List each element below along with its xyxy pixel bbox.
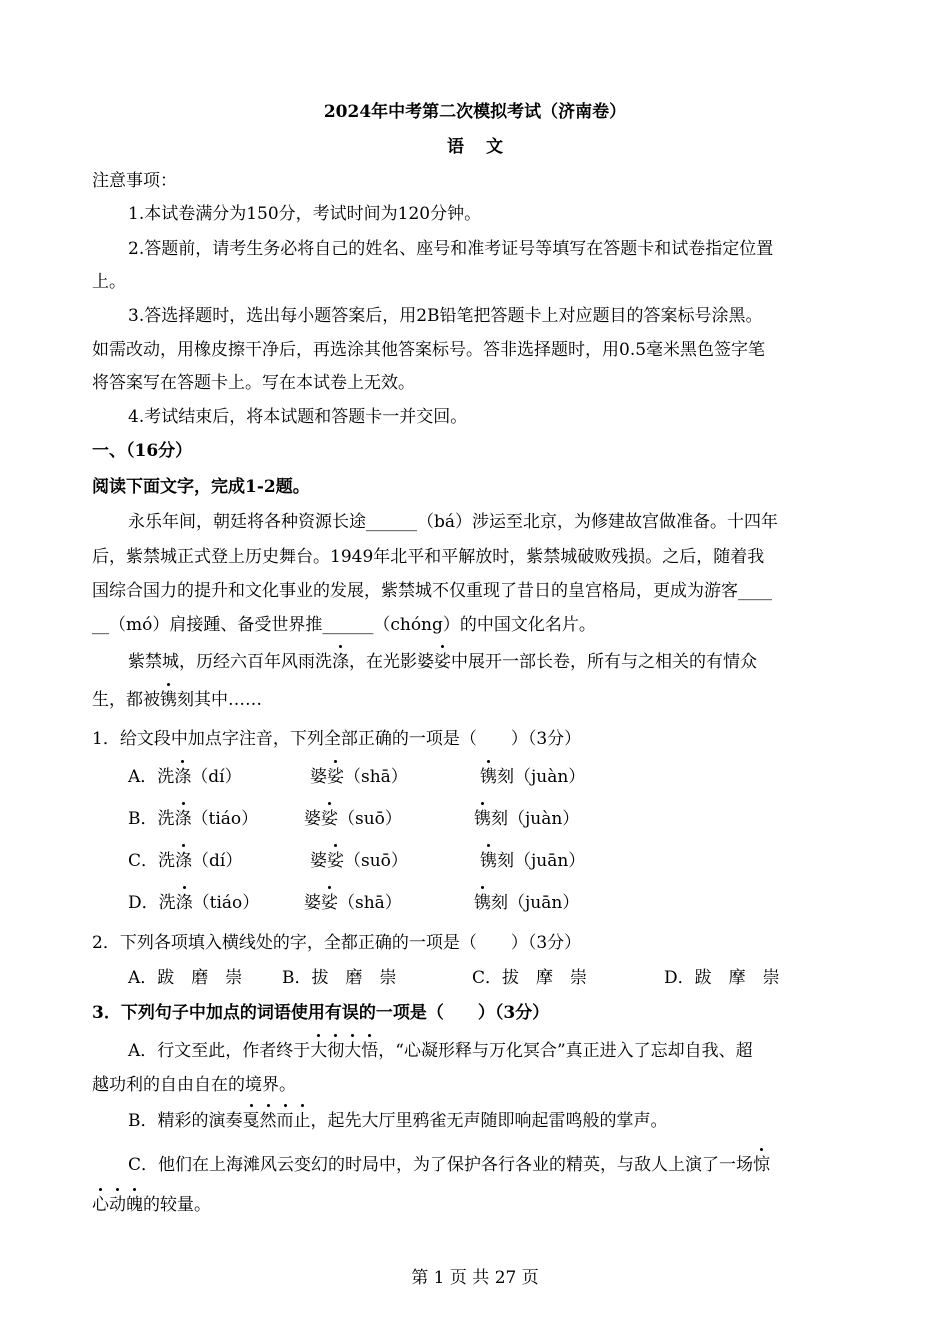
emphasis-char: 涤 [175, 893, 193, 913]
option-word: 刻 [491, 809, 508, 829]
option-pinyin: （dí） [191, 767, 242, 787]
emphasis-char: 大 [310, 1041, 328, 1061]
passage-p2-line-1 [128, 650, 757, 674]
emphasis-char: 涤 [332, 652, 349, 672]
page-footer: 第 1 页 共 27 页 [411, 1268, 539, 1288]
emphasis-char: 然 [259, 1111, 277, 1131]
emphasis-char: 动 [109, 1195, 126, 1215]
option-pinyin: （juàn） [514, 767, 586, 787]
emphasis-char: 镌 [474, 809, 491, 829]
subject-char-2: 文 [486, 137, 503, 157]
emphasis-char: 娑 [327, 767, 344, 787]
passage-p1-line-3: 国综合国力的提升和文化事业的发展，紫禁城不仅重现了昔日的皇宫格局，更成为游客____ [92, 581, 772, 601]
option-word: 刻 [491, 893, 508, 913]
emphasis-char: 涤 [174, 767, 192, 787]
option-word: 洗 [158, 851, 176, 871]
emphasis-char: 大 [344, 1041, 362, 1061]
q3-option-b[interactable] [128, 1109, 668, 1133]
emphasis-char: 心 [92, 1195, 109, 1215]
notice-item-3-line-3: 将答案写在答题卡上。写在本试卷上无效。 [92, 373, 415, 393]
emphasis-char: 魄 [126, 1195, 143, 1215]
notice-item-1: 1.本试卷满分为150分，考试时间为120分钟。 [128, 204, 482, 224]
option-word: 婆 [304, 893, 321, 913]
emphasis-char: 娑 [321, 809, 338, 829]
passage-p1-line-1: 永乐年间，朝廷将各种资源长途______（bá）涉运至北京，为修建故宫做准备。十四年 [128, 512, 779, 532]
exam-title: 2024年中考第二次模拟考试（济南卷） [323, 102, 627, 122]
option-label: D． [128, 893, 159, 913]
option-pinyin: （suō） [338, 809, 402, 829]
q2-stem: 2．下列各项填入横线处的字，全都正确的一项是（ ）（3分） [92, 933, 582, 953]
emphasis-char: 戛 [242, 1111, 260, 1131]
option-pinyin: （shā） [338, 893, 402, 913]
notice-heading: 注意事项： [92, 171, 177, 191]
emphasis-char: 而 [276, 1111, 294, 1131]
option-pinyin: （suō） [344, 851, 408, 871]
option-pinyin: （shā） [344, 767, 408, 787]
option-word: 洗 [157, 767, 175, 787]
option-pinyin: （tiáo） [192, 893, 260, 913]
notice-item-4: 4.考试结束后，将本试题和答题卡一并交回。 [128, 407, 468, 427]
section-1-heading: 一、（16分） [92, 441, 193, 461]
option-label: C． [128, 851, 159, 871]
q2-option-b[interactable]: B．拔 磨 崇 [282, 968, 397, 988]
q1-option-c[interactable] [128, 849, 586, 873]
emphasis-char: 娑 [434, 652, 451, 672]
option-label: A． [128, 767, 158, 787]
option-text: B．精彩的演奏 [128, 1111, 243, 1131]
q3-option-a-line-1[interactable] [128, 1039, 753, 1063]
option-word: 洗 [157, 809, 175, 829]
emphasis-char: 娑 [327, 851, 344, 871]
option-pinyin: （juān） [508, 893, 580, 913]
subject-char-1: 语 [447, 137, 464, 157]
passage-text: 紫禁城，历经六百年风雨洗 [128, 652, 332, 672]
q1-stem: 1．给文段中加点字注音，下列全部正确的一项是（ ）（3分） [92, 729, 582, 749]
option-pinyin: （juān） [514, 851, 586, 871]
subject-title [0, 135, 950, 159]
option-text: ，起先大厅里鸦雀无声随即响起雷鸣般的掌声。 [310, 1111, 668, 1131]
passage-text: 生，都被 [92, 690, 160, 710]
emphasis-char: 镌 [480, 767, 497, 787]
passage-p1-line-4: __（mó）肩接踵、备受世界推______（chóng）的中国文化名片。 [92, 615, 596, 635]
q3-stem: 3．下列句子中加点的词语使用有误的一项是（ ）（3分） [92, 1003, 550, 1023]
q2-options [128, 966, 780, 990]
passage-p2-line-2 [92, 688, 262, 712]
q3-option-c-line-1[interactable] [128, 1153, 770, 1177]
option-word: 婆 [304, 809, 321, 829]
option-pinyin: （dí） [192, 851, 243, 871]
passage-text: 中展开一部长卷，所有与之相关的有情众 [451, 652, 757, 672]
emphasis-char: 涤 [175, 851, 193, 871]
option-word: 婆 [310, 851, 327, 871]
section-1-instruction: 阅读下面文字，完成1-2题。 [92, 477, 310, 497]
emphasis-char: 惊 [753, 1155, 771, 1175]
option-word: 婆 [310, 767, 327, 787]
option-pinyin: （tiáo） [191, 809, 259, 829]
q1-option-b[interactable] [128, 807, 580, 831]
emphasis-char: 涤 [174, 809, 192, 829]
option-text: C．他们在上海滩风云变幻的时局中，为了保护各行各业的精英，与敌人上演了一场 [128, 1155, 754, 1175]
emphasis-char: 镌 [474, 893, 491, 913]
q3-option-c-line-2 [92, 1193, 211, 1217]
option-label: B． [128, 809, 158, 829]
q1-option-a[interactable] [128, 765, 586, 789]
emphasis-char: 镌 [160, 690, 177, 710]
q1-option-d[interactable] [128, 891, 580, 915]
option-word: 刻 [497, 767, 514, 787]
emphasis-char: 止 [293, 1111, 311, 1131]
q2-option-a[interactable]: A．跋 磨 崇 [128, 968, 243, 988]
notice-item-3-line-2: 如需改动，用橡皮擦干净后，再选涂其他答案标号。答非选择题时，用0.5毫米黑色签字笔 [92, 340, 766, 360]
q2-option-c[interactable]: C．拔 摩 崇 [472, 968, 588, 988]
q2-option-d[interactable]: D．跋 摩 崇 [664, 968, 780, 988]
notice-item-2-line-1: 2.答题前，请考生务必将自己的姓名、座号和准考证号等填写在答题卡和试卷指定位置 [128, 239, 774, 259]
option-pinyin: （juàn） [508, 809, 580, 829]
option-text: A．行文至此，作者终于 [128, 1041, 311, 1061]
emphasis-char: 娑 [321, 893, 338, 913]
option-word: 刻 [497, 851, 514, 871]
passage-text: 刻其中…… [177, 690, 262, 710]
emphasis-char: 镌 [480, 851, 497, 871]
option-text: 的较量。 [143, 1195, 211, 1215]
option-text: ，“心凝形释与万化冥合”真正进入了忘却自我、超 [378, 1041, 753, 1061]
passage-p1-line-2: 后，紫禁城正式登上历史舞台。1949年北平和平解放时，紫禁城破败残损。之后，随着我 [92, 547, 765, 567]
emphasis-char: 悟 [361, 1041, 379, 1061]
notice-item-2-line-2: 上。 [92, 272, 126, 292]
emphasis-char: 彻 [327, 1041, 345, 1061]
option-word: 洗 [158, 893, 176, 913]
q3-option-a-line-2: 越功利的自由自在的境界。 [92, 1075, 296, 1095]
passage-text: ，在光影婆 [349, 652, 434, 672]
notice-item-3-line-1: 3.答选择题时，选出每小题答案后，用2B铅笔把答题卡上对应题目的答案标号涂黑。 [128, 306, 763, 326]
